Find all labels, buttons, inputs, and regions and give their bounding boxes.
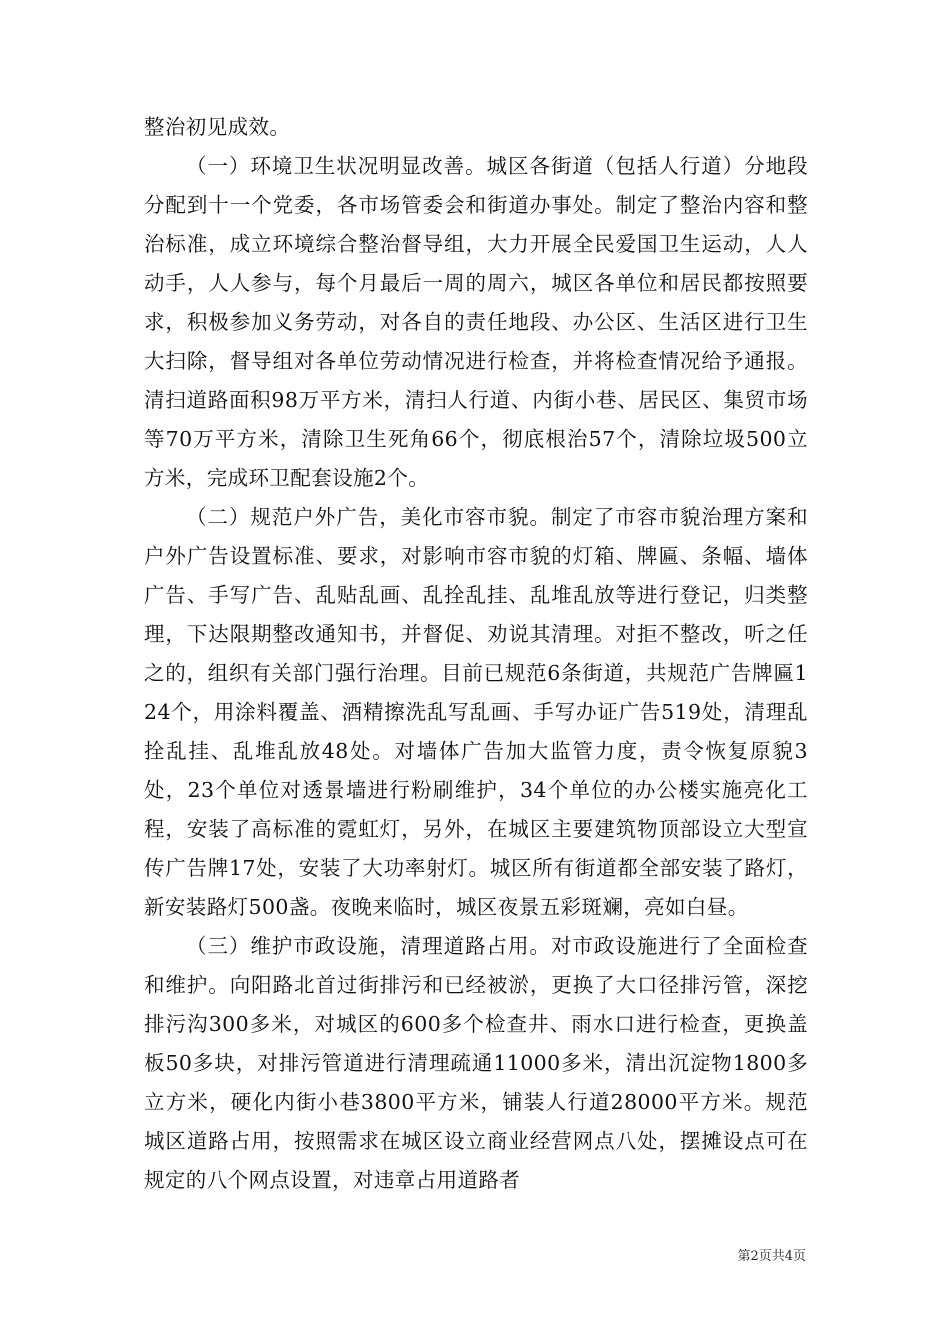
- paragraph-environment-hygiene: （一）环境卫生状况明显改善。城区各街道（包括人行道）分地段分配到十一个党委，各市场管委会和街道办事处。制定了整治内容和整治标准，成立环境综合整治督导组，大力开展全民爱国卫生运动，人人动手，人人参与，每个月最后一周的周六，城区各单位和居民都按照要求，积极参加义务劳动，对各自的责任地段、办公区、生活区进行卫生大扫除，督导组对各单位劳动情况进行检查，并将检查情况给予通报。清扫道路面积98万平方米，清扫人行道、内街小巷、居民区、集贸市场等70万平方米，清除卫生死角66个，彻底根治57个，清除垃圾500立方米，完成环卫配套设施2个。: [144, 154, 808, 490]
- body-text: [144, 108, 808, 1200]
- paragraph-continuation: 整治初见成效。: [144, 115, 291, 139]
- paragraph-outdoor-advertising: （二）规范户外广告，美化市容市貌。制定了市容市貌治理方案和户外广告设置标准、要求，对影响市容市貌的灯箱、牌匾、条幅、墙体广告、手写广告、乱贴乱画、乱拴乱挂、乱堆乱放等进行登记，归类整理，下达限期整改通知书，并督促、劝说其清理。对拒不整改，听之任之的，组织有关部门强行治理。目前已规范6条街道，共规范广告牌匾124个，用涂料覆盖、酒精擦洗乱写乱画、手写办证广告519处，清理乱拴乱挂、乱堆乱放48处。对墙体广告加大监管力度，责令恢复原貌3处，23个单位对透景墙进行粉刷维护，34个单位的办公楼实施亮化工程，安装了高标准的霓虹灯，另外，在城区主要建筑物顶部设立大型宣传广告牌17处，安装了大功率射灯。城区所有街道都全部安装了路灯，新安装路灯500盏。夜晚来临时，城区夜景五彩斑斓，亮如白昼。: [144, 505, 808, 919]
- paragraph-municipal-facilities: （三）维护市政设施，清理道路占用。对市政设施进行了全面检查和维护。向阳路北首过街排污和已经被淤，更换了大口径排污管，深挖排污沟300多米，对城区的600多个检查井、雨水口进行检查，更换盖板50多块，对排污管道进行清理疏通11000多米，清出沉淀物1800多立方米，硬化内街小巷3800平方米，铺装人行道28000平方米。规范城区道路占用，按照需求在城区设立商业经营网点八处，摆摊设点可在规定的八个网点设置，对违章占用道路者: [144, 934, 808, 1192]
- page-number: 第2页共4页: [737, 1249, 806, 1264]
